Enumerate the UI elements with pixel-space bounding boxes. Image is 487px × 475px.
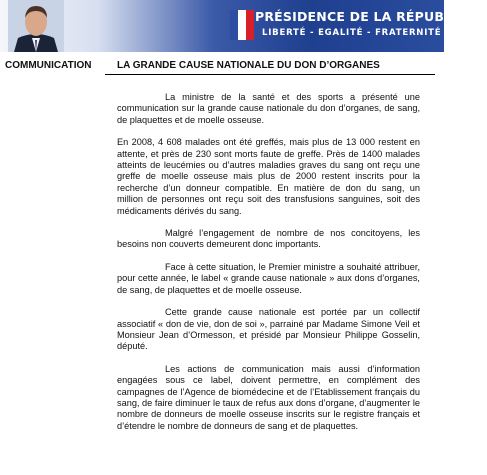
banner-title: PRÉSIDENCE DE LA RÉPUBLIQUE xyxy=(255,9,487,24)
paragraph-1: La ministre de la santé et des sports a présenté une communication sur la grande cause nationale du don d’organes, de sang, de plaquettes et de moelle osseuse. xyxy=(117,92,420,125)
paragraph-6: Les actions de communication mais aussi d’information engagées sous ce label, doivent permettre, en complément des campagnes de l’Agence de biomédecine et de l’Etablissement français du sang, de faire diminuer le taux de refus aux dons d’organe, d’augmenter le nombre de donneurs de moelle osseuse inscrits sur le registre français et d’étendre le nombre de donneurs de sang et de plaquettes. xyxy=(117,363,420,431)
section-label: COMMUNICATION xyxy=(5,60,92,71)
paragraph-3: Malgré l’engagement de nombre de nos concitoyens, les besoins non couverts demeurent donc importants. xyxy=(117,228,420,250)
president-portrait xyxy=(8,0,64,52)
title-underline xyxy=(105,74,435,75)
header-banner xyxy=(0,0,487,52)
banner-motto: LIBERTÉ - EGALITÉ - FRATERNITÉ xyxy=(262,28,442,38)
paragraph-2: En 2008, 4 608 malades ont été greffés, mais plus de 13 000 restent en attente, et près de 230 sont morts faute de greffe. Près de 1400 malades atteints de leucémies ou d’autres maladies graves du sang ont reçu une greffe de moelle osseuse mais plus de 2000 restent inscrits pour la recherche d’un donneur compatible. En matière de don du sang, un million de personnes ont reçu soit des transfusions sanguines, soit des médicaments dérivés du sang. xyxy=(117,137,420,216)
tricolor-flag-icon xyxy=(228,6,258,46)
paragraph-5: Cette grande cause nationale est portée par un collectif associatif « don de vie, don de soi », parrainé par Madame Simone Veil et Monsieur Jean d’Ormesson, et présidé par Monsieur Philippe Gosselin, député. xyxy=(117,307,420,352)
document-body xyxy=(117,92,420,443)
paragraph-4: Face à cette situation, le Premier ministre a souhaité attribuer, pour cette année, le label « grande cause nationale » aux dons d’organes, de sang, de plaquettes et de moelle osseuse. xyxy=(117,261,420,295)
document-title: LA GRANDE CAUSE NATIONALE DU DON D’ORGANES xyxy=(117,60,380,71)
